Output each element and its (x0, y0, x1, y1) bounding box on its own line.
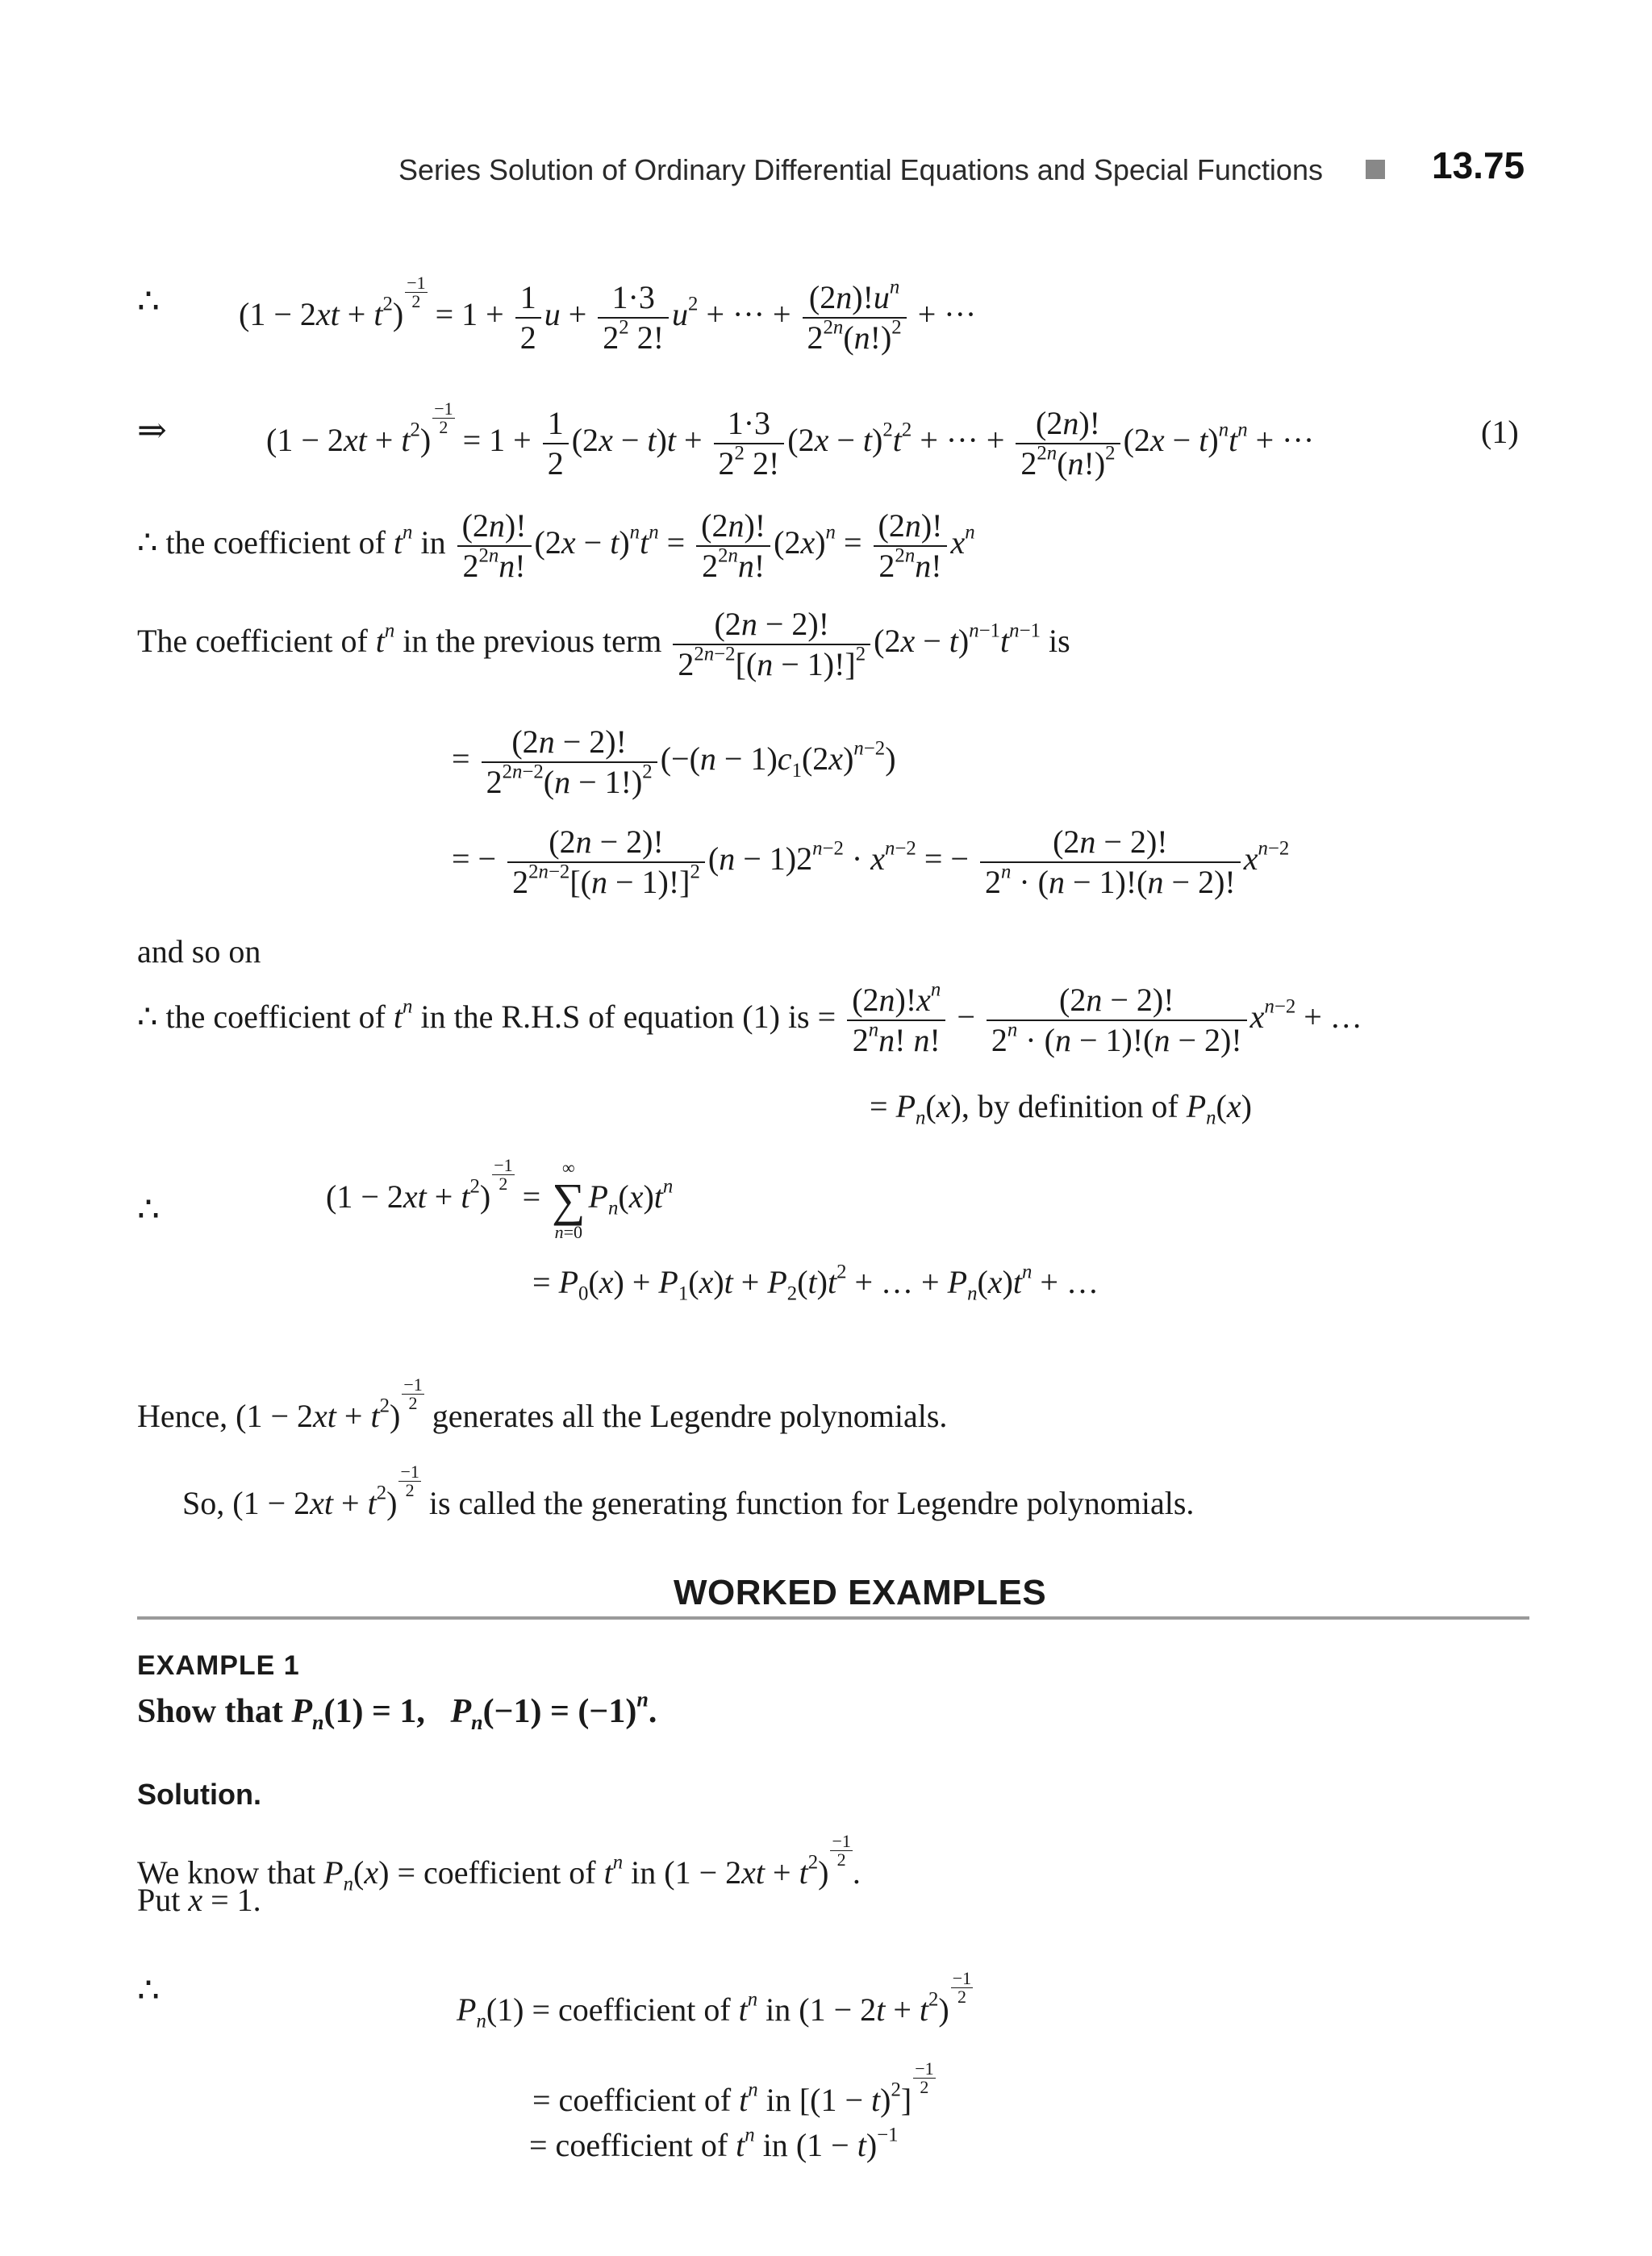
example-label: EXAMPLE 1 (137, 1650, 300, 1681)
equation-number: (1) (1481, 414, 1519, 450)
generating-function-sum: $(1 - 2xt + t^2)$ $\frac{-1}{2}$ = ∞ ∑ n=0 $P_n(x)t^n$ (326, 1155, 674, 1242)
example-statement: Show that $P_n(1) = 1$, $P_n(-1) = (-1)^n$. (137, 1687, 657, 1735)
therefore-symbol-1: ∴ (137, 281, 160, 321)
put-line: Put x = 1. (137, 1882, 261, 1918)
page-number: 13.75 (1432, 144, 1525, 186)
header-square-icon (1366, 160, 1385, 179)
polynomial-series-line: = $P_0(x) + P_1(x)t + P_2(t)t^2$ + … + $P_n(x)t^n$ + … (532, 1261, 1099, 1305)
solution-label: Solution. (137, 1778, 261, 1811)
equation-expansion-u: $(1 - 2xt + t^2)$ $\frac{-1}{2}$ = 1 + $\frac{1}{2}$ u + $\frac{1\cdot 3}{2^2 2!}$ $u^2$ + ··· + $\frac{(2n)!u^n}{2^{2n}(n!)^2}$ + ··· (239, 273, 977, 356)
hence-line: Hence, $(1 - 2xt + t^2)$ $\frac{-1}{2}$ generates all the Legendre polynomials. (137, 1374, 948, 1434)
step-line-2: = − $\frac{(2n - 2)!}{2^{2n-2}[(n - 1)!]^2}$ $(n - 1)2^{n-2} \cdot x^{n-2}$ = − $\frac{(2n - 2)!}{2^n \cdot (n - 1)!(n - 2)!}$ $x^{n-2}$ (452, 824, 1290, 900)
therefore-symbol-2: ∴ (137, 1190, 160, 1229)
therefore-symbol-3: ∴ (137, 1970, 160, 2010)
and-so-on: and so on (137, 933, 261, 970)
step-line-1: = $\frac{(2n - 2)!}{2^{2n-2}(n - 1!)^2}$ $(-(n - 1)c_1(2x)^{n-2})$ (452, 724, 896, 800)
square-bracket-line: = coefficient of $t^n$ in $[(1 - t)^2]$ $\frac{-1}{2}$ (532, 2058, 934, 2118)
pn-one-line: $P_n(1)$ = coefficient of $t^n$ in $(1 - 2t + t^2)$ $\frac{-1}{2}$ (457, 1968, 972, 2033)
coefficient-line: ∴ the coefficient of $t^n$ in $\frac{(2n)!}{2^{2n}n!}$ $(2x - t)^nt^n$ = $\frac{(2n)!}{2^{2n}n!}$ $(2x)^n$ = $\frac{(2n)!}{2^{2n}n!}$ $x^n$ (137, 507, 975, 584)
definition-line: = $P_n(x)$, by definition of $P_n(x)$ (870, 1088, 1252, 1129)
section-divider (137, 1616, 1529, 1620)
so-line: So, $(1 - 2xt + t^2)$ $\frac{-1}{2}$ is called the generating function for Legendre polynomials. (182, 1462, 1195, 1521)
running-title: Series Solution of Ordinary Differential Equations and Special Functions (398, 153, 1323, 186)
worked-examples-title: WORKED EXAMPLES (674, 1573, 1047, 1612)
we-know-line: We know that $P_n(x)$ = coefficient of $t^n$ in $(1 - 2xt + t^2)$ $\frac{-1}{2}$ . (137, 1831, 861, 1895)
previous-term-line: The coefficient of $t^n$ in the previous term $\frac{(2n - 2)!}{2^{2n-2}[(n - 1)!]^2}$ $(2x - t)^{n-1}t^{n-1}$ is (137, 606, 1070, 682)
final-coefficient-line: = coefficient of $t^n$ in $(1 - t)^{-1}$ (529, 2124, 899, 2163)
implies-symbol: ⇒ (137, 411, 167, 450)
equation-expansion-t: $(1 - 2xt + t^2)$ $\frac{-1}{2}$ = 1 + $\frac{1}{2}$ (2x − t)t + $\frac{1\cdot 3}{2^2 2!}$ $(2x - t)^2t^2$ + ··· + $\frac{(2n)!}{2^{2n}(n!)^2}$ $(2x - t)^nt^n$ + ··· (266, 398, 1315, 482)
rhs-coefficient-line: ∴ the coefficient of $t^n$ in the R.H.S of equation (1) is = $\frac{(2n)!x^n}{2^nn! n!}$ − $\frac{(2n - 2)!}{2^n \cdot (n - 1)!(n - 2)!}$ $x^{n-2}$ + … (137, 978, 1362, 1058)
